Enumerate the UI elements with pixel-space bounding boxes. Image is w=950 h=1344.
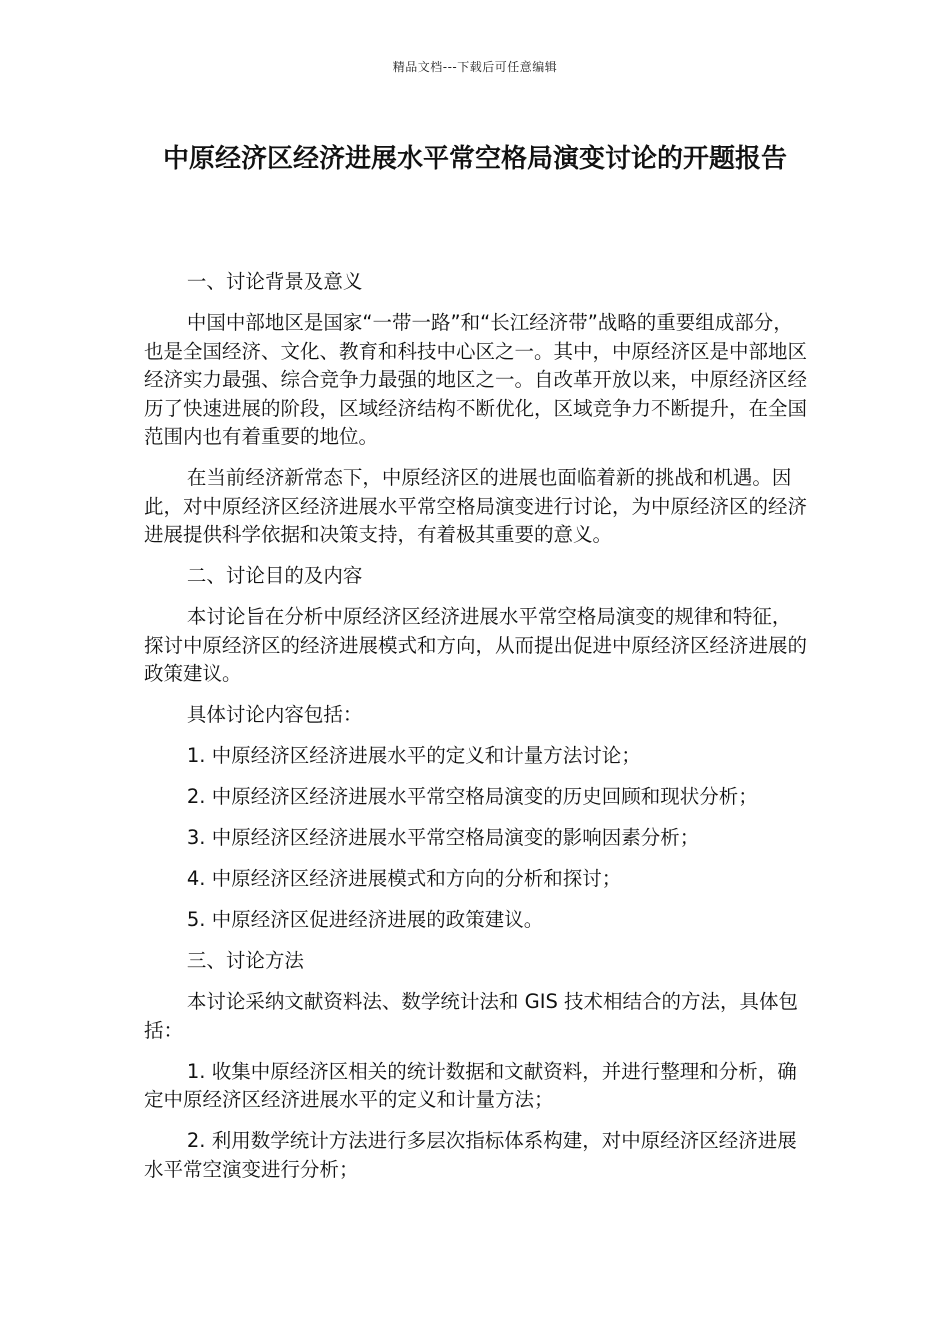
list-item: 2. 利用数学统计方法进行多层次指标体系构建，对中原经济区经济进展水平常空演变进行分析； — [144, 1129, 797, 1181]
section-heading-purpose: 二、讨论目的及内容 — [186, 564, 363, 587]
paragraph: 具体讨论内容包括： — [186, 703, 363, 726]
document-body — [144, 268, 808, 1197]
section-heading-method: 三、讨论方法 — [186, 949, 304, 972]
list-item: 3. 中原经济区经济进展水平常空格局演变的影响因素分析； — [186, 826, 700, 849]
paragraph: 本讨论采纳文献资料法、数学统计法和 GIS 技术相结合的方法，具体包括： — [144, 990, 799, 1042]
paragraph: 中国中部地区是国家“一带一路”和“长江经济带”战略的重要组成部分，也是全国经济、文化、教育和科技中心区之一。其中，中原经济区是中部地区经济实力最强、综合竞争力最强的地区之一。自改革开放以来，中原经济区经历了快速进展的阶段，区域经济结构不断优化，区域竞争力不断提升，在全国范围内也有着重要的地位。 — [144, 311, 808, 448]
section-heading-background: 一、讨论背景及意义 — [186, 270, 363, 293]
list-item: 1. 收集中原经济区相关的统计数据和文献资料，并进行整理和分析，确定中原经济区经济进展水平的定义和计量方法； — [144, 1059, 797, 1111]
header-note: 精品文档---下载后可任意编辑 — [392, 60, 558, 74]
list-item: 5. 中原经济区促进经济进展的政策建议。 — [186, 908, 544, 931]
paragraph: 本讨论旨在分析中原经济区经济进展水平常空格局演变的规律和特征，探讨中原经济区的经济进展模式和方向，从而提出促进中原经济区经济进展的政策建议。 — [144, 605, 808, 685]
list-item: 4. 中原经济区经济进展模式和方向的分析和探讨； — [186, 867, 622, 890]
paragraph: 在当前经济新常态下，中原经济区的进展也面临着新的挑战和机遇。因此，对中原经济区经济进展水平常空格局演变进行讨论，为中原经济区的经济进展提供科学依据和决策支持，有着极其重要的意义。 — [144, 466, 808, 546]
list-item: 1. 中原经济区经济进展水平的定义和计量方法讨论； — [186, 744, 641, 767]
list-item: 2. 中原经济区经济进展水平常空格局演变的历史回顾和现状分析； — [186, 785, 758, 808]
page-title: 中原经济区经济进展水平常空格局演变讨论的开题报告 — [162, 144, 787, 174]
